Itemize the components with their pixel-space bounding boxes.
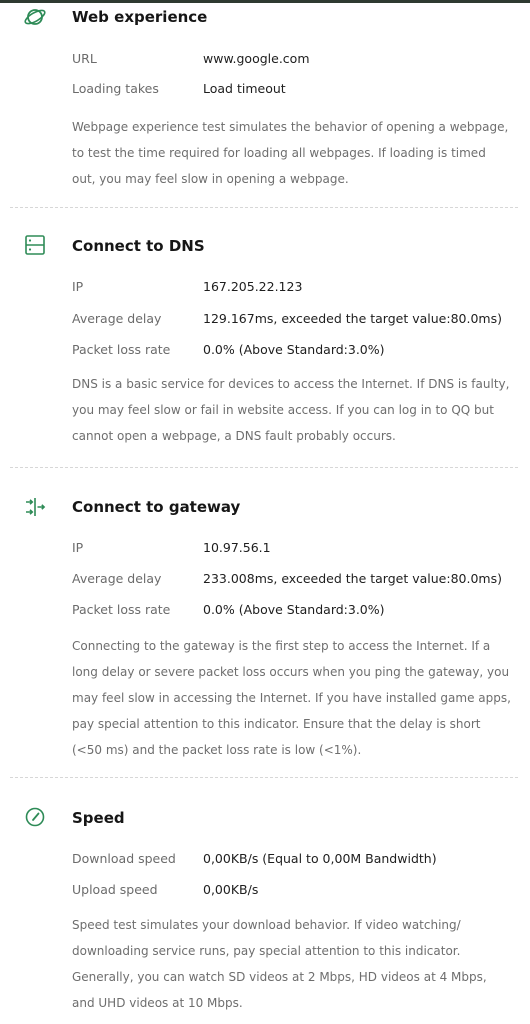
dns-average-delay-value: 129.167ms, exceeded the target value:80.0ms)	[203, 311, 502, 326]
gateway-ip-label: IP	[72, 540, 84, 555]
section-title: Web experience	[72, 8, 208, 26]
gateway-packet-loss-label: Packet loss rate	[72, 602, 171, 617]
upload-speed-value: 0,00KB/s	[203, 882, 259, 897]
gateway-average-delay-value: 233.008ms, exceeded the target value:80.0ms)	[203, 571, 502, 586]
section-title: Connect to gateway	[72, 498, 241, 516]
gateway-ip-value: 10.97.56.1	[203, 540, 271, 555]
dns-description: DNS is a basic service for devices to access the Internet. If DNS is faulty, you may feel slow or fail in website access. If you can log in to QQ but cannot open a webpage, a DNS fault probably occurs.	[72, 377, 510, 443]
loading-takes-label: Loading takes	[72, 81, 159, 96]
web-experience-description: Webpage experience test simulates the behavior of opening a webpage, to test the time required for loading all webpages. If loading is timed out, you may feel slow in opening a webpage.	[72, 120, 509, 186]
section-title: Speed	[72, 809, 125, 827]
loading-takes-value: Load timeout	[203, 81, 286, 96]
speedometer-icon	[24, 806, 46, 828]
dns-average-delay-label: Average delay	[72, 311, 162, 326]
dns-ip-label: IP	[72, 279, 84, 294]
dns-packet-loss-label: Packet loss rate	[72, 342, 171, 357]
dns-packet-loss-value: 0.0% (Above Standard:3.0%)	[203, 342, 385, 357]
dns-ip-value: 167.205.22.123	[203, 279, 303, 294]
download-speed-value: 0,00KB/s (Equal to 0,00M Bandwidth)	[203, 851, 437, 866]
url-label: URL	[72, 51, 97, 66]
gateway-packet-loss-value: 0.0% (Above Standard:3.0%)	[203, 602, 385, 617]
gateway-description: Connecting to the gateway is the first step to access the Internet. If a long delay or severe packet loss occurs when you ping the gateway, you may feel slow in accessing the Internet. If you have installed game apps, pay special attention to this indicator. Ensure that the delay is short (<50 ms) and the packet loss rate is low (<1%).	[72, 639, 511, 757]
speed-description: Speed test simulates your download behavior. If video watching/ downloading service runs, pay special attention to this indicator. Generally, you can watch SD videos at 2 Mbps, HD videos at 4 Mbps, and UHD videos at 10 Mbps.	[72, 918, 487, 1010]
download-speed-label: Download speed	[72, 851, 176, 866]
gateway-average-delay-label: Average delay	[72, 571, 162, 586]
section-title: Connect to DNS	[72, 237, 205, 255]
url-value: www.google.com	[203, 51, 310, 66]
upload-speed-label: Upload speed	[72, 882, 158, 897]
